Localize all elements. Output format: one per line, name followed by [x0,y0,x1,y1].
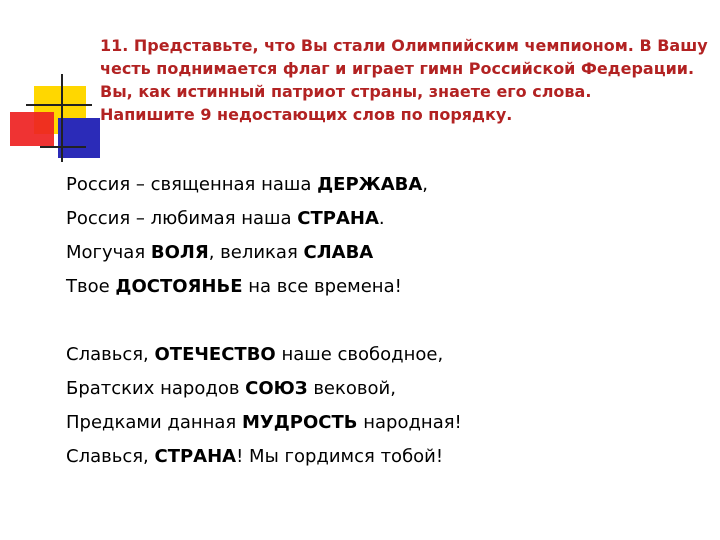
lyric-text: народная! [357,412,462,433]
lyric-text: Россия – любимая наша [66,208,298,229]
red-rectangle-shape [10,112,54,146]
lyric-text: Россия – священная наша [66,174,318,195]
answer-word: СТРАНА [154,446,237,467]
lyric-text: вековой, [307,378,396,399]
blue-square-shape [58,118,100,158]
lyric-text: Славься, [66,344,155,365]
lyric-text: наше свободное, [275,344,444,365]
lyric-text: Братских народов [66,378,246,399]
title-line: Вы, как истинный патриот страны, знаете его слова. [100,82,592,101]
lyric-line [66,202,686,236]
title-line: честь поднимается флаг и играет гимн Российской Федерации. [100,59,695,78]
answer-word: ОТЕЧЕСТВО [154,344,276,365]
lyric-line [66,338,686,372]
task-title [100,34,708,126]
lyric-text: Славься, [66,446,155,467]
lyric-line [66,236,686,270]
lyric-text: Предками данная [66,412,242,433]
answer-word: ВОЛЯ [150,242,209,263]
answer-word: СЛАВА [303,242,374,263]
lyric-line [66,270,686,304]
anthem-lyrics [66,168,686,474]
lyric-text: Твое [66,276,116,297]
verse-gap [66,304,686,338]
answer-word: СТРАНА [297,208,379,229]
lyric-text: , великая [208,242,304,263]
title-line: 11. Представьте, что Вы стали Олимпийским чемпионом. В Вашу [100,36,708,55]
lyric-line [66,406,686,440]
answer-word: ДОСТОЯНЬЕ [115,276,243,297]
lyric-text: на все времена! [242,276,402,297]
title-line: Напишите 9 недостающих слов по порядку. [100,105,513,124]
answer-word: ДЕРЖАВА [317,174,423,195]
lyric-text: , [422,174,429,195]
lyric-text: Могучая [66,242,151,263]
horizontal-line-shape [26,104,92,106]
lyric-line [66,372,686,406]
lyric-line [66,440,686,474]
horizontal-line-shape-2 [40,146,86,148]
lyric-text: ! Мы гордимся тобой! [236,446,444,467]
lyric-text: . [378,208,385,229]
answer-word: СОЮЗ [245,378,308,399]
vertical-line-shape [61,74,63,162]
lyric-line [66,168,686,202]
answer-word: МУДРОСТЬ [241,412,358,433]
